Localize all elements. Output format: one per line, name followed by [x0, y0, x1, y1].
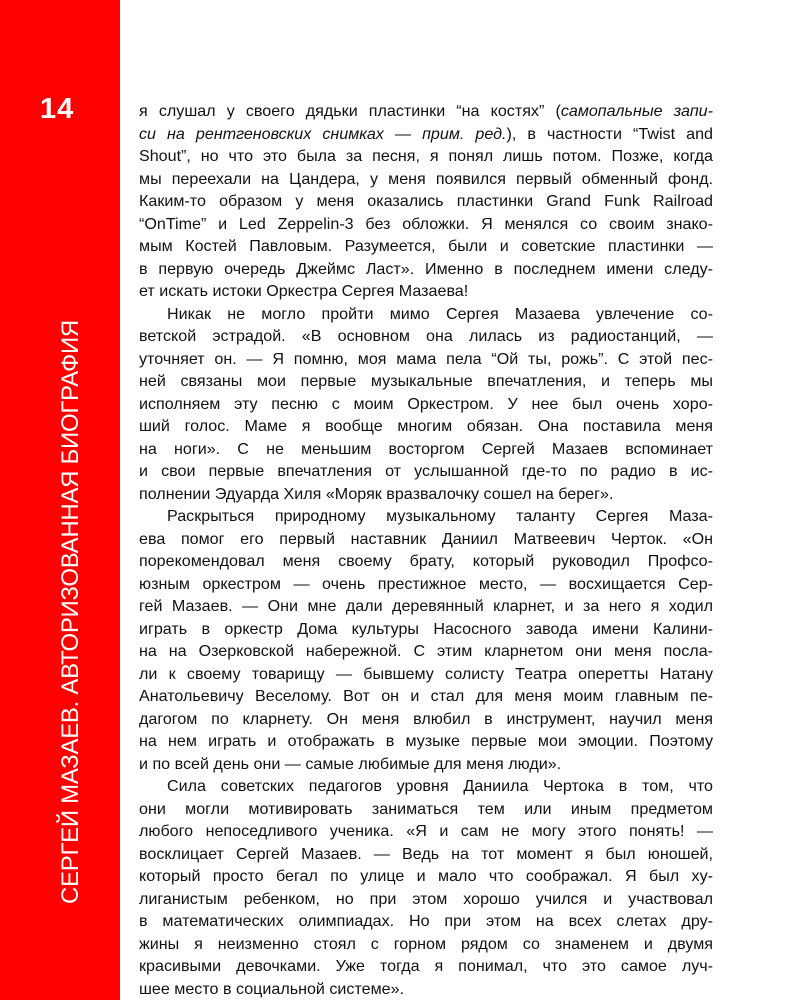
text-line: восклицает Сергей Мазаев. — Ведь на тот момент я был юношей,	[139, 844, 713, 863]
text-line: гей Мазаев. — Они мне дали деревянный кларнет, и за него я ходил	[139, 597, 713, 615]
text-line: в первую очередь Джеймс Ласт». Именно в последнем имени следу-	[139, 259, 713, 278]
text-line: “OnTime” и Led Zeppelin-3 без обложки. Я менялся со своим знако-	[139, 214, 713, 233]
text-line: ший голос. Маме я вообще многим обязан. Она поставила меня	[139, 417, 713, 435]
text-line: красивыми девочками. Уже тогда я понимал, что это самое луч-	[139, 957, 713, 975]
text-line: Никак не могло пройти мимо Сергея Мазаева увлечение со-	[167, 304, 713, 323]
text-line: ветской эстрадой. «В основном она лилась из радиостанций, —	[139, 327, 713, 345]
running-title: СЕРГЕЙ МАЗАЕВ. АВТОРИЗОВАННАЯ БИОГРАФИЯ	[57, 320, 84, 904]
text-line: дагогом по кларнету. Он меня влюбил в инструмент, научил меня	[139, 709, 713, 728]
text-line: жины я неизменно стоял с горном рядом со знаменем и двумя	[139, 934, 713, 953]
text-line: любого непоседливого ученика. «Я и сам не могу этого понять! —	[139, 822, 713, 840]
text-line: в математических олимпиадах. Но при этом на всех слетах дру-	[139, 912, 713, 930]
body-text	[139, 100, 713, 1000]
text-line: уточняет он. — Я помню, моя мама пела “Ой ты, рожь”. С этой пес-	[139, 349, 713, 368]
text-line: шее место в социальной системе».	[139, 979, 405, 998]
text-line: полнении Эдуарда Хиля «Моряк вразвалочку сошел на берег».	[139, 484, 614, 503]
paragraph	[139, 100, 713, 303]
text-line: который просто бегал по улице и мало что соображал. Я был ху-	[139, 867, 713, 885]
paragraph	[139, 303, 713, 506]
text-line: юзным оркестром — очень престижное место, — восхищается Сер-	[139, 574, 713, 593]
text-line: на на Озерковской набережной. С этим кларнетом они меня посла-	[139, 642, 713, 660]
text-line: си на рентгеновских снимках — прим. ред.), в частности “Twist and	[139, 124, 713, 143]
text-line: мы переехали на Цандера, у меня появился первый обменный фонд.	[139, 169, 713, 188]
paragraph	[139, 775, 713, 1000]
text-line: Анатольевичу Веселому. Вот он и стал для меня моим главным пе-	[139, 687, 713, 705]
text-line: они могли мотивировать заниматься тем или иным предметом	[139, 799, 713, 818]
text-line: лиганистым ребенком, но при этом хорошо учился и участвовал	[139, 889, 713, 908]
text-line: я слушал у своего дядьки пластинки “на костях” (самопальные запи-	[139, 102, 713, 120]
text-line: ли к своему товарищу — бывшему солисту Театра оперетты Натану	[139, 664, 713, 683]
text-line: ней связаны мои первые музыкальные впечатления, и теперь мы	[139, 372, 713, 390]
text-line: ет искать истоки Оркестра Сергея Мазаева!	[139, 282, 469, 300]
text-line: играть в оркестр Дома культуры Насосного завода имени Калини-	[139, 619, 713, 638]
text-line: и свои первые впечатления от услышанной где-то по радио в ис-	[139, 462, 713, 480]
text-line: исполняем эту песню с моим Оркестром. У нее был очень хоро-	[139, 394, 713, 413]
text-line: Shout”, но что это была за песня, я понял лишь потом. Позже, когда	[139, 147, 713, 165]
page-number: 14	[40, 93, 75, 125]
paragraph	[139, 505, 713, 775]
text-line: Раскрыться природному музыкальному таланту Сергея Маза-	[167, 507, 713, 525]
text-line: мым Костей Павловым. Разумеется, были и советские пластинки —	[139, 237, 713, 255]
text-line: Сила советских педагогов уровня Даниила Чертока в том, что	[167, 777, 713, 795]
text-line: Каким-то образом у меня оказались пластинки Grand Funk Railroad	[139, 192, 713, 210]
text-line: на нем играть и отображать в музыке первые мои эмоции. Поэтому	[139, 732, 713, 750]
text-line: на ноги». С не меньшим восторгом Сергей Мазаев вспоминает	[139, 439, 713, 458]
sidebar-band	[0, 0, 120, 1000]
text-line: и по всей день они — самые любимые для меня люди».	[139, 754, 562, 773]
text-line: порекомендовал меня своему брату, который руководил Профсо-	[139, 552, 713, 570]
text-line: ева помог его первый наставник Даниил Матвеевич Черток. «Он	[139, 529, 713, 548]
